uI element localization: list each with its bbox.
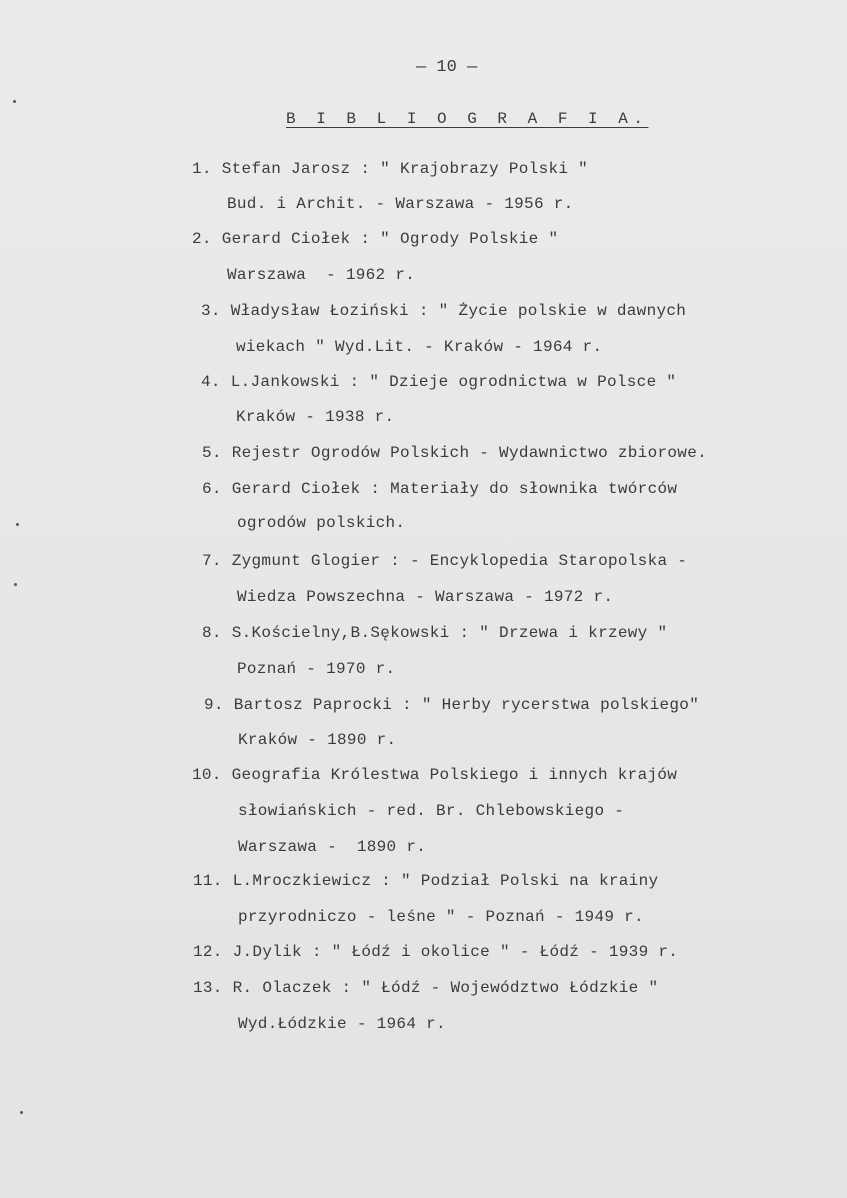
- entry-8-line-1: 8. S.Kościelny,B.Sękowski : " Drzewa i krzewy ": [202, 624, 668, 642]
- entry-4-line-2: Kraków - 1938 r.: [236, 408, 395, 426]
- scan-speck: [16, 523, 19, 526]
- entry-6-line-2: ogrodów polskich.: [237, 514, 406, 532]
- entry-5-line-1: 5. Rejestr Ogrodów Polskich - Wydawnictwo zbiorowe.: [202, 444, 707, 462]
- entry-number: 9.: [204, 696, 224, 714]
- scan-speck: [20, 1111, 23, 1114]
- entry-3-line-1: 3. Władysław Łoziński : " Życie polskie w dawnych: [201, 302, 687, 320]
- entry-9-line-1: 9. Bartosz Paprocki : " Herby rycerstwa polskiego": [204, 696, 700, 714]
- entry-number: 13.: [193, 979, 223, 997]
- entry-10-line-2: słowiańskich - red. Br. Chlebowskiego -: [238, 802, 625, 820]
- page-number: — 10 —: [416, 58, 478, 77]
- bibliography-title: B I B L I O G R A F I A.: [286, 110, 649, 128]
- entry-number: 3.: [201, 302, 221, 320]
- entry-8-line-2: Poznań - 1970 r.: [237, 660, 396, 678]
- entry-10-line-3: Warszawa - 1890 r.: [238, 838, 427, 856]
- entry-4-line-1: 4. L.Jankowski : " Dzieje ogrodnictwa w Polsce ": [201, 373, 677, 391]
- entry-2-line-2: Warszawa - 1962 r.: [227, 266, 416, 284]
- entry-number: 10.: [192, 766, 222, 784]
- entry-6-line-1: 6. Gerard Ciołek : Materiały do słownika twórców: [202, 480, 678, 498]
- entry-9-line-2: Kraków - 1890 r.: [238, 731, 397, 749]
- entry-11-line-1: 11. L.Mroczkiewicz : " Podział Polski na krainy: [193, 872, 659, 890]
- entry-number: 2.: [192, 230, 212, 248]
- scan-speck: [14, 583, 17, 586]
- entry-3-line-2: wiekach " Wyd.Lit. - Kraków - 1964 r.: [236, 338, 603, 356]
- entry-number: 7.: [202, 552, 222, 570]
- entry-13-line-1: 13. R. Olaczek : " Łódź - Województwo Łódzkie ": [193, 979, 659, 997]
- entry-1-line-1: 1. Stefan Jarosz : " Krajobrazy Polski ": [192, 160, 589, 178]
- entry-number: 12.: [193, 943, 223, 961]
- entry-13-line-2: Wyd.Łódzkie - 1964 r.: [238, 1015, 446, 1033]
- entry-1-line-2: Bud. i Archit. - Warszawa - 1956 r.: [227, 195, 574, 213]
- entry-number: 8.: [202, 624, 222, 642]
- scan-speck: [13, 100, 16, 103]
- entry-12-line-1: 12. J.Dylik : " Łódź i okolice " - Łódź - 1939 r.: [193, 943, 679, 961]
- entry-7-line-2: Wiedza Powszechna - Warszawa - 1972 r.: [237, 588, 614, 606]
- entry-11-line-2: przyrodniczo - leśne " - Poznań - 1949 r.: [238, 908, 644, 926]
- entry-7-line-1: 7. Zygmunt Glogier : - Encyklopedia Staropolska -: [202, 552, 688, 570]
- entry-number: 1.: [192, 160, 212, 178]
- entry-number: 11.: [193, 872, 223, 890]
- entry-2-line-1: 2. Gerard Ciołek : " Ogrody Polskie ": [192, 230, 559, 248]
- entry-number: 5.: [202, 444, 222, 462]
- entry-number: 4.: [201, 373, 221, 391]
- entry-number: 6.: [202, 480, 222, 498]
- entry-10-line-1: 10. Geografia Królestwa Polskiego i innych krajów: [192, 766, 678, 784]
